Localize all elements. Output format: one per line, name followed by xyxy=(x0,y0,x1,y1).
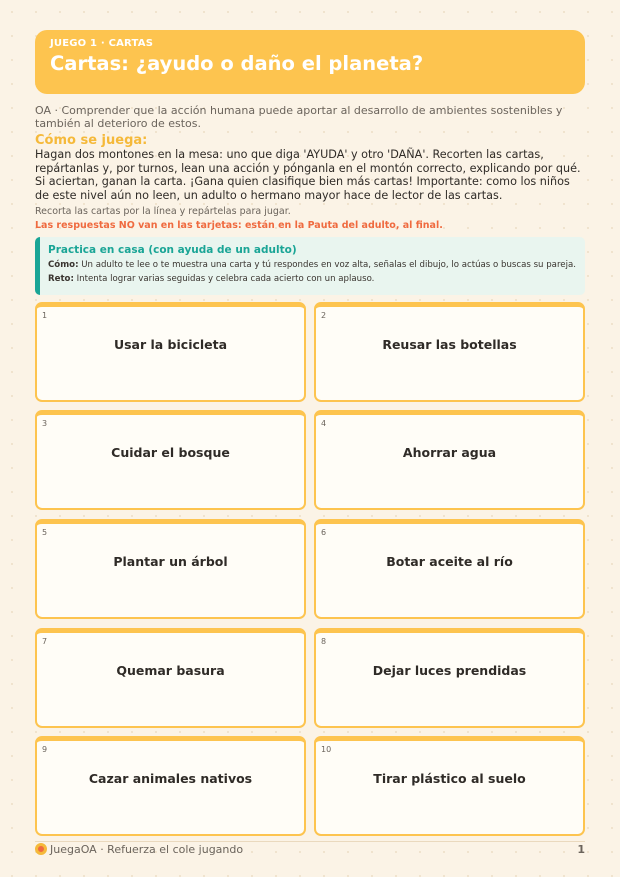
cut-note: Recorta las cartas por la línea y repártelas para jugar. xyxy=(35,206,291,217)
card-5 xyxy=(35,519,306,619)
card-action: Reusar las botellas xyxy=(382,337,517,352)
card-8 xyxy=(314,628,585,728)
answers-warning: Las respuestas NO van en las tarjetas: están en la Pauta del adulto, al final. xyxy=(35,220,443,231)
practice-challenge-label: Reto: xyxy=(48,274,74,284)
game-kicker: JUEGO 1 · CARTAS xyxy=(50,38,154,49)
card-number: 9 xyxy=(42,745,48,754)
howto-instructions: Hagan dos montones en la mesa: uno que diga 'AYUDA' y otro 'DAÑA'. Recorten las cartas, repártanlas y, por turnos, lean una acción y pónganla en el montón correcto, explicando por qué. Si aciertan, ganan la carta. ¡Gana quien clasifique bien más cartas! Importante: como los niños de este nivel aún no leen, un adulto o hermano mayor hace de lector de las cartas. xyxy=(35,148,581,202)
practice-challenge-text: Intenta lograr varias seguidas y celebra cada acierto con un aplauso. xyxy=(73,274,375,284)
howto-heading: Cómo se juega: xyxy=(35,133,148,148)
card-9 xyxy=(35,736,306,836)
card-action: Cuidar el bosque xyxy=(111,445,230,460)
card-number: 5 xyxy=(42,528,48,537)
practice-how xyxy=(48,260,577,270)
footer-brand: JuegaOA · Refuerza el cole jugando xyxy=(50,843,244,856)
card-4 xyxy=(314,410,585,510)
learning-objective: OA · Comprender que la acción humana puede aportar al desarrollo de ambientes sostenibles y también al deterioro de estos. xyxy=(35,104,563,130)
card-number: 8 xyxy=(321,637,327,646)
card-action: Tirar plástico al suelo xyxy=(373,771,526,786)
card-action: Quemar basura xyxy=(116,663,225,678)
card-action: Dejar luces prendidas xyxy=(372,663,527,678)
practice-title: Practica en casa (con ayuda de un adulto) xyxy=(48,244,297,256)
practice-how-label: Cómo: xyxy=(48,260,79,270)
card-number: 3 xyxy=(42,419,48,428)
card-action: Usar la bicicleta xyxy=(113,337,228,352)
card-number: 1 xyxy=(42,311,48,320)
card-2 xyxy=(314,302,585,402)
card-action: Ahorrar agua xyxy=(402,445,497,460)
card-action: Cazar animales nativos xyxy=(88,771,253,786)
card-action: Botar aceite al río xyxy=(386,554,513,569)
title-banner xyxy=(35,30,585,94)
card-1 xyxy=(35,302,306,402)
practice-challenge xyxy=(48,274,577,284)
footer-divider xyxy=(35,841,585,842)
card-6 xyxy=(314,519,585,619)
page-number: 1 xyxy=(577,843,585,856)
page-title: Cartas: ¿ayudo o daño el planeta? xyxy=(50,52,424,75)
card-number: 2 xyxy=(321,311,327,320)
juegaoa-logo-icon xyxy=(35,843,47,855)
card-10 xyxy=(314,736,585,836)
card-7 xyxy=(35,628,306,728)
practice-box xyxy=(35,237,585,295)
card-number: 10 xyxy=(321,745,332,754)
card-3 xyxy=(35,410,306,510)
card-number: 4 xyxy=(321,419,327,428)
card-action: Plantar un árbol xyxy=(113,554,228,569)
card-number: 6 xyxy=(321,528,327,537)
card-number: 7 xyxy=(42,637,48,646)
practice-how-text: Un adulto te lee o te muestra una carta y tú respondes en voz alta, señalas el dibujo, lo actúas o buscas su pareja. xyxy=(78,260,576,270)
